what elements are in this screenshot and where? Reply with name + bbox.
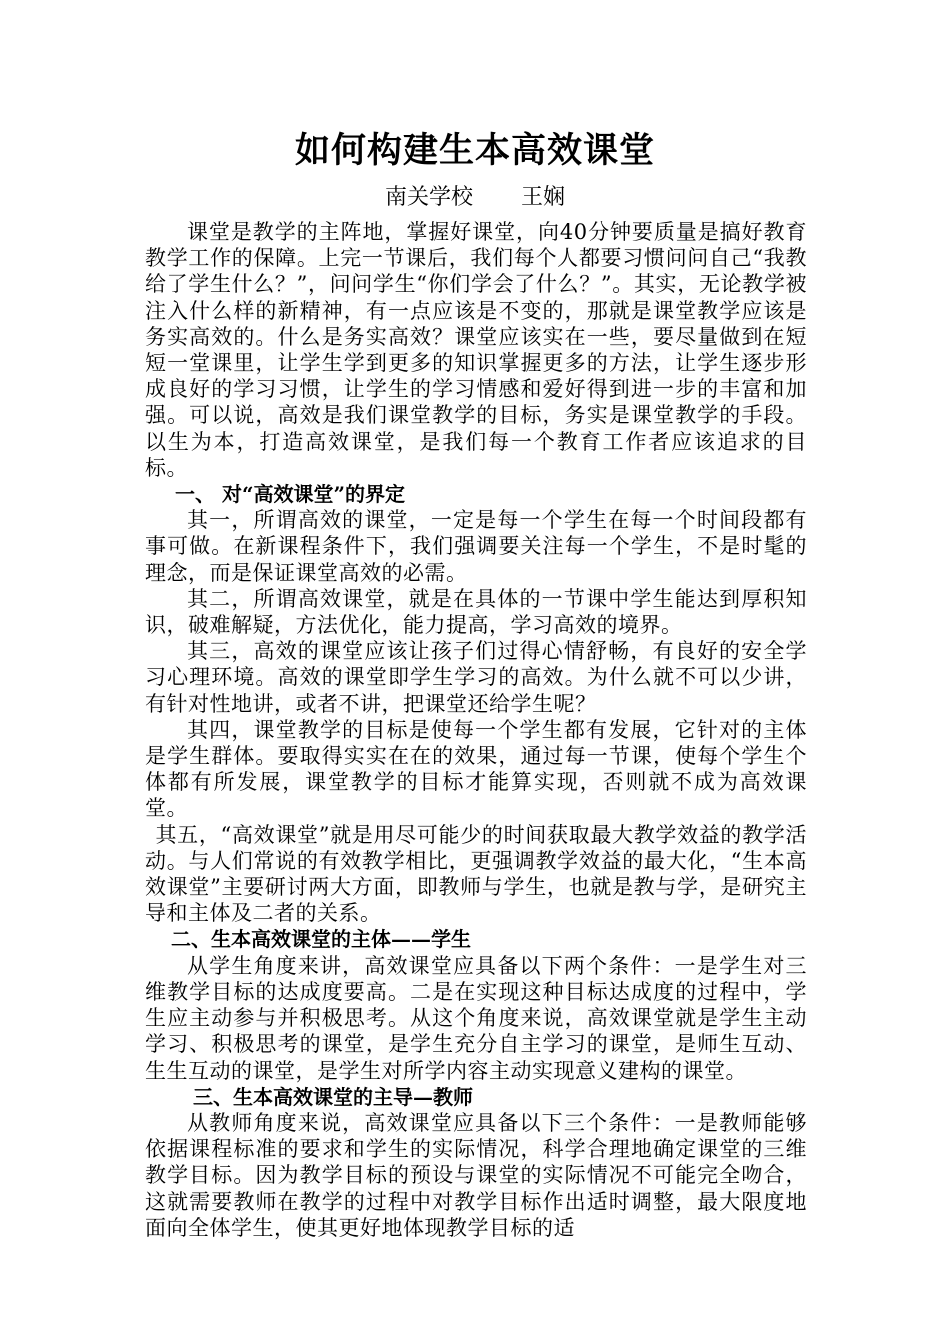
section-1-heading: 一、 对“高效课堂”的界定: [175, 482, 405, 507]
school-name: 南关学校: [384, 185, 473, 210]
section-1-paragraph-2: 其二，所谓高效课堂，就是在具体的一节课中学生能达到厚积知识，破难解疑，方法优化，能力提高，学习高效的境界。: [145, 586, 807, 638]
section-2-heading: 二、生本高效课堂的主体——学生: [171, 927, 471, 952]
section-1-paragraph-5: 其五，“高效课堂”就是用尽可能少的时间获取最大教学效益的教学活动。与人们常说的有效教学相比，更强调教学效益的最大化，“生本高效课堂”主要研讨两大方面，即教师与学生，也就是教与学，是研究主导和主体及二者的关系。: [145, 822, 807, 926]
section-3-heading: 三、生本高效课堂的主导—教师: [193, 1084, 473, 1109]
author-name: 王娴: [521, 185, 566, 210]
document-title: 如何构建生本高效课堂: [294, 130, 655, 171]
section-1-paragraph-3: 其三，高效的课堂应该让孩子们过得心情舒畅，有良好的安全学习心理环境。高效的课堂即学生学习的高效。为什么就不可以少讲，有针对性地讲，或者不讲，把课堂还给学生呢？: [145, 639, 807, 716]
section-3-paragraph-1: 从教师角度来说，高效课堂应具备以下三个条件：一是教师能够依据课程标准的要求和学生的实际情况，科学合理地确定课堂的三维教学目标。因为教学目标的预设与课堂的实际情况不可能完全吻合，这就需要教师在教学的过程中对教学目标作出适时调整，最大限度地面向全体学生，使其更好地体现教学目标的适: [145, 1110, 807, 1240]
intro-paragraph: 课堂是教学的主阵地，掌握好课堂，向40分钟要质量是搞好教育教学工作的保障。上完一节课后，我们每个人都要习惯问问自己“我教给了学生什么？”，问问学生“你们学会了什么？”。其实，无论教学被注入什么样的新精神，有一点应该是不变的，那就是课堂教学应该是务实高效的。什么是务实高效？课堂应该实在一些，要尽量做到在短短一堂课里，让学生学到更多的知识掌握更多的方法，让学生逐步形成良好的学习习惯，让学生的学习情感和爱好得到进一步的丰富和加强。可以说，高效是我们课堂教学的目标，务实是课堂教学的手段。以生为本，打造高效课堂，是我们每一个教育工作者应该追求的目标。: [145, 220, 807, 480]
section-1-paragraph-1: 其一，所谓高效的课堂，一定是每一个学生在每一个时间段都有事可做。在新课程条件下，我们强调要关注每一个学生，不是时髦的理念，而是保证课堂高效的必需。: [145, 508, 807, 585]
section-2-paragraph-1: 从学生角度来讲，高效课堂应具备以下两个条件：一是学生对三维教学目标的达成度要高。二是在实现这种目标达成度的过程中，学生应主动参与并积极思考。从这个角度来说，高效课堂就是学生主动学习、积极思考的课堂，是学生充分自主学习的课堂，是师生互动、生生互动的课堂，是学生对所学内容主动实现意义建构的课堂。: [145, 953, 807, 1083]
section-1-paragraph-4: 其四，课堂教学的目标是使每一个学生都有发展，它针对的主体是学生群体。要取得实实在在的效果，通过每一节课，使每个学生个体都有所发展，课堂教学的目标才能算实现，否则就不成为高效课堂。: [145, 717, 807, 821]
byline: [0, 183, 950, 213]
article-body: [145, 219, 807, 1241]
